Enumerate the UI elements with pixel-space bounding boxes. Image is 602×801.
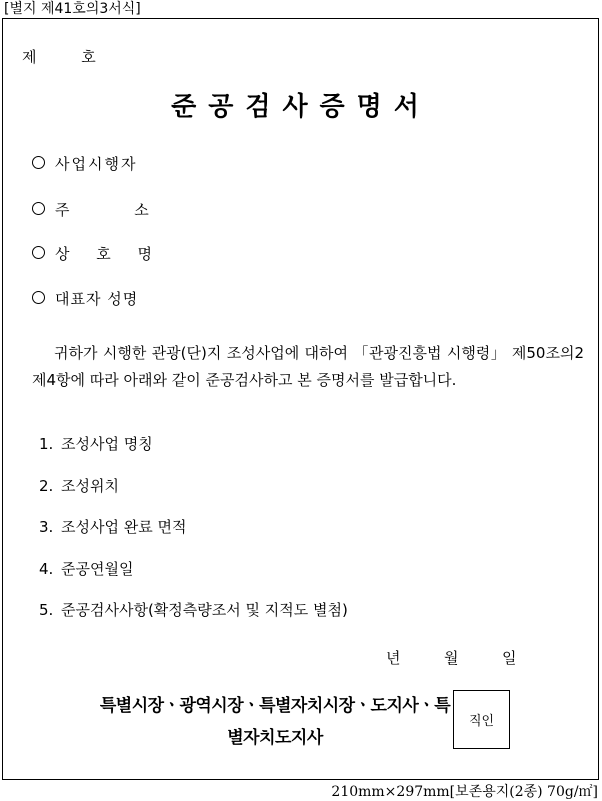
item-number: 4. (39, 560, 54, 578)
item-location (39, 475, 119, 497)
item-number: 3. (39, 518, 54, 536)
date-day-label: 일 (502, 649, 517, 667)
item-inspection-details (39, 599, 348, 621)
seal-label: 직인 (468, 714, 495, 729)
issuing-authority-line-1: 특별시장ㆍ광역시장ㆍ특별자치시장ㆍ도지사ㆍ특 (99, 696, 451, 716)
field-label: 사업시행자 (55, 155, 138, 173)
paper-spec-footer: 210mm×297mm[보존용지(2종) 70g/㎡] (331, 784, 598, 800)
item-label: 조성위치 (61, 477, 119, 495)
circle-bullet-icon (32, 202, 45, 215)
certificate-body-text: 귀하가 시행한 관광(단)지 조성사업에 대하여 「관광진흥법 시행령」 제50조의2제4항에 따라 아래와 같이 준공검사하고 본 증명서를 발급합니다. (32, 344, 584, 389)
field-label: 주 소 (55, 201, 151, 219)
item-completed-area (39, 516, 186, 538)
field-address (32, 199, 151, 221)
circle-bullet-icon (32, 291, 45, 304)
item-completion-date (39, 558, 133, 580)
issuing-authority (90, 690, 460, 754)
field-label: 상 호 명 (55, 245, 155, 263)
document-number: 제 호 (22, 48, 96, 66)
item-number: 5. (39, 601, 54, 619)
item-label: 조성사업 완료 면적 (61, 518, 187, 536)
issue-date (386, 647, 517, 668)
circle-bullet-icon (32, 246, 45, 259)
item-number: 2. (39, 477, 54, 495)
field-business-operator (32, 153, 137, 175)
issuing-authority-line-2: 별자치도지사 (227, 728, 323, 748)
circle-bullet-icon (32, 156, 45, 169)
field-label: 대표자 성명 (55, 290, 139, 308)
official-seal-box (453, 690, 510, 749)
item-label: 준공연월일 (61, 560, 134, 578)
item-label: 조성사업 명칭 (61, 435, 153, 453)
field-representative-name (32, 288, 138, 310)
date-year-label: 년 (386, 649, 401, 667)
document-title: 준공검사증명서 (171, 92, 431, 122)
item-label: 준공검사사항(확정측량조서 및 지적도 별첨) (61, 601, 348, 619)
item-number: 1. (39, 435, 54, 453)
date-month-label: 월 (444, 649, 459, 667)
item-project-name (39, 433, 153, 455)
field-company-name (32, 243, 154, 265)
form-number-label: [별지 제41호의3서식] (4, 1, 141, 17)
